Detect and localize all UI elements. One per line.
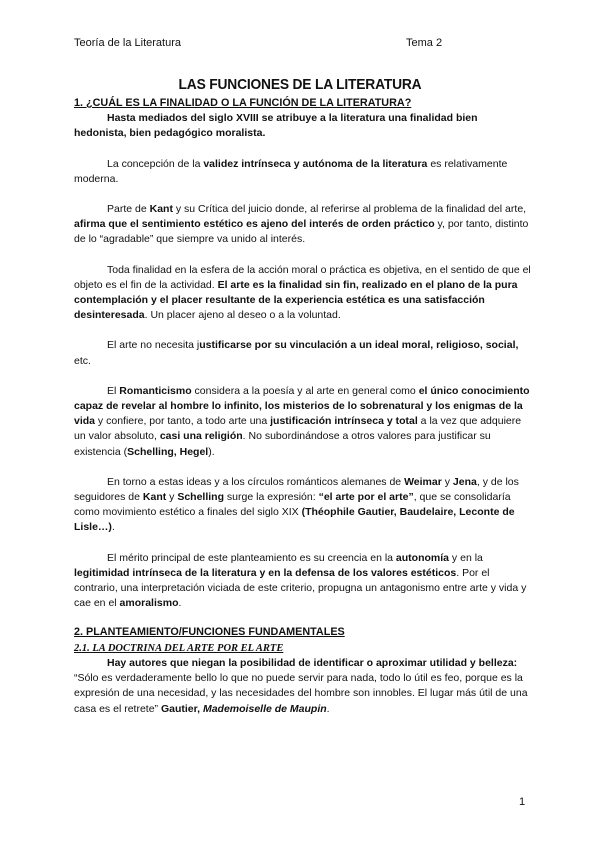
page-number: 1 [519,796,526,808]
section-2-intro: Hay autores que niegan la posibilidad de identificar o aproximar utilidad y belleza: [107,656,518,669]
section-1-intro [74,111,532,141]
intro-bold: Hasta mediados del siglo XVIII se atribuye a la literatura una finalidad bien hedonista, bien pedagógico moralista. [74,112,478,140]
paragraph-4: El arte no necesita justificarse por su vinculación a un ideal moral, religioso, social, etc. [74,339,519,367]
paragraph-1: La concepción de la validez intrínseca y autónoma de la literatura es relativamente moderna. [74,157,508,185]
header-right: Tema 2 [406,37,443,49]
paragraph-3: Toda finalidad en la esfera de la acción moral o práctica es objetiva, en el sentido de que el objeto es el fin de la actividad. El arte es la finalidad sin fin, realizado en el plano de la pura contemplación y el placer resultante de la experiencia estética es una satisfacción desinteresada. Un placer ajeno al deseo o a la voluntad. [74,263,531,322]
gautier-quote: “Sólo es verdaderamente bello lo que no puede servir para nada, todo lo útil es feo, porque es la expresión de una necesidad, y las necesidades del hombre son innobles. El lugar más útil de una casa es el retrete” Gautier, Mademoiselle de Maupin. [74,672,528,715]
paragraph-5: El Romanticismo considera a la poesía y al arte en general como el único conocimiento capaz de revelar al hombre lo infinito, los misterios de lo sobrenatural y los enigmas de la vida y confiere, por tanto, a todo arte una justificación intrínseca y total a la vez que adquiere un valor absoluto, casi una religión. No subordinándose a otros valores para justificar su existencia (Schelling, Hegel). [74,384,530,458]
subsection-2-1-heading: 2.1. LA DOCTRINA DEL ARTE POR EL ARTE [74,642,284,654]
paragraph-2: Parte de Kant y su Crítica del juicio donde, al referirse al problema de la finalidad del arte, afirma que el sentimiento estético es ajeno del interés de orden práctico y, por tanto, distinto de lo “agradable” que siempre va unido al interés. [74,203,529,246]
paragraph-6: En torno a estas ideas y a los círculos románticos alemanes de Weimar y Jena, y de los seguidores de Kant y Schelling surge la expresión: “el arte por el arte”, que se consolidaría como movimiento estético a finales del siglo XIX (Théophile Gautier, Baudelaire, Leconte de Lisle…). [74,475,519,534]
header-left: Teoría de la Literatura [74,37,182,49]
paragraph-7: El mérito principal de este planteamiento es su creencia en la autonomía y en la legitimidad intrínseca de la literatura y en la defensa de los valores estéticos. Por el contrario, una interpretación viciada de este criterio, propugna un antagonismo entre arte y vida y cae en el amoralismo. [74,551,527,610]
document-body [74,96,532,717]
page-title: LAS FUNCIONES DE LA LITERATURA [178,76,422,93]
section-2-heading: 2. PLANTEAMIENTO/FUNCIONES FUNDAMENTALES [74,626,345,639]
section-1-heading: 1. ¿CUÁL ES LA FINALIDAD O LA FUNCIÓN DE LA LITERATURA? [74,97,412,109]
